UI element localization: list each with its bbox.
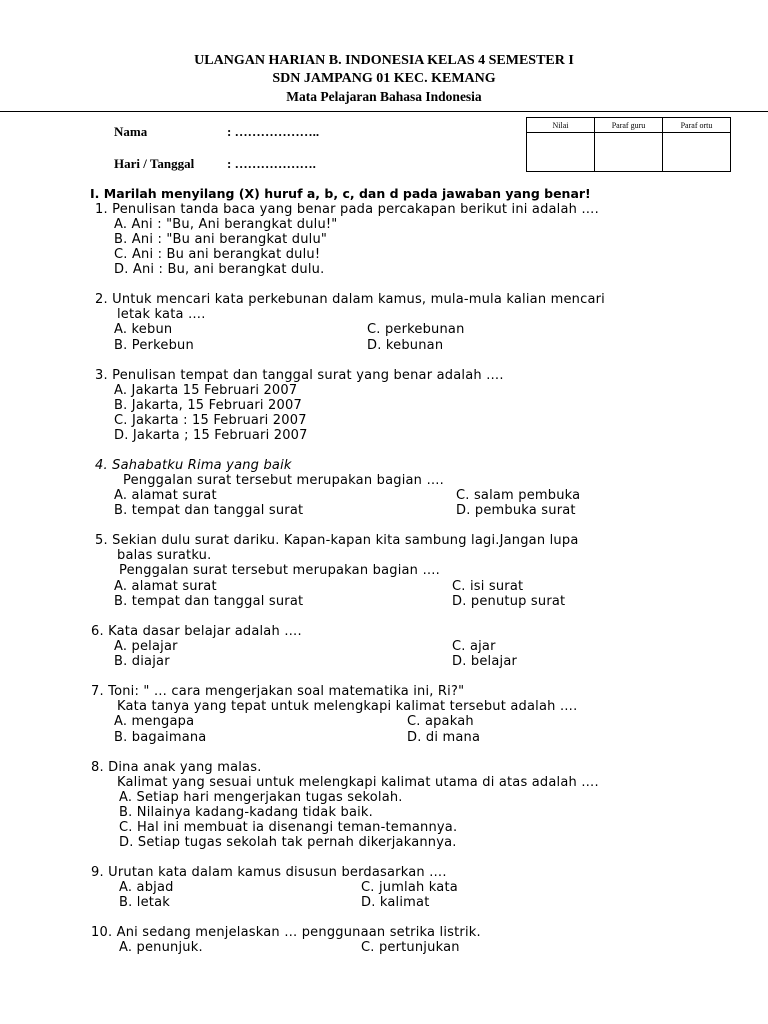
question-5-cont: balas suratku.	[117, 548, 212, 563]
subject-name: Mata Pelajaran Bahasa Indonesia	[286, 89, 482, 104]
q7-option-b[interactable]: B. bagaimana	[114, 730, 207, 745]
q5-option-b[interactable]: B. tempat dan tanggal surat	[114, 594, 304, 609]
question-7-cont: Kata tanya yang tepat untuk melengkapi kalimat tersebut adalah ….	[117, 699, 578, 714]
q4-option-d[interactable]: D. pembuka surat	[456, 503, 576, 518]
header-divider	[0, 111, 768, 112]
q8-option-b[interactable]: B. Nilainya kadang-kadang tidak baik.	[119, 805, 373, 820]
q1-option-d[interactable]: D. Ani : Bu, ani berangkat dulu.	[114, 262, 325, 277]
q3-option-a[interactable]: A. Jakarta 15 Februari 2007	[114, 383, 298, 398]
date-label: Hari / Tanggal	[114, 156, 195, 171]
q6-option-b[interactable]: B. diajar	[114, 654, 170, 669]
question-4: 4. Sahabatku Rima yang baik	[95, 458, 292, 473]
name-field[interactable]: : ………………..	[227, 124, 320, 139]
q1-option-c[interactable]: C. Ani : Bu ani berangkat dulu!	[114, 247, 321, 262]
q6-option-a[interactable]: A. pelajar	[114, 639, 178, 654]
q3-option-c[interactable]: C. Jakarta : 15 Februari 2007	[114, 413, 307, 428]
question-8-cont: Kalimat yang sesuai untuk melengkapi kalimat utama di atas adalah ….	[117, 775, 599, 790]
q4-option-a[interactable]: A. alamat surat	[114, 488, 217, 503]
q7-option-c[interactable]: C. apakah	[407, 714, 474, 729]
q8-option-a[interactable]: A. Setiap hari mengerjakan tugas sekolah.	[119, 790, 403, 805]
question-5: 5. Sekian dulu surat dariku. Kapan-kapan kita sambung lagi.Jangan lupa	[95, 533, 579, 548]
name-label: Nama	[114, 124, 148, 139]
q6-option-d[interactable]: D. belajar	[452, 654, 518, 669]
q2-option-a[interactable]: A. kebun	[114, 322, 173, 337]
q2-option-d[interactable]: D. kebunan	[367, 338, 444, 353]
q10-option-a[interactable]: A. penunjuk.	[119, 940, 203, 955]
q6-option-c[interactable]: C. ajar	[452, 639, 496, 654]
question-5-cont2: Penggalan surat tersebut merupakan bagian ….	[119, 563, 440, 578]
parent-signature-header: Paraf ortu	[663, 118, 731, 133]
q5-option-a[interactable]: A. alamat surat	[114, 579, 217, 594]
q3-option-d[interactable]: D. Jakarta ; 15 Februari 2007	[114, 428, 308, 443]
q2-option-c[interactable]: C. perkebunan	[367, 322, 465, 337]
q5-option-d[interactable]: D. penutup surat	[452, 594, 566, 609]
question-7: 7. Toni: " … cara mengerjakan soal matematika ini, Ri?"	[91, 684, 465, 699]
q8-option-c[interactable]: C. Hal ini membuat ia disenangi teman-temannya.	[119, 820, 458, 835]
q9-option-c[interactable]: C. jumlah kata	[361, 880, 458, 895]
q9-option-a[interactable]: A. abjad	[119, 880, 174, 895]
score-cell[interactable]	[527, 133, 595, 172]
q4-option-c[interactable]: C. salam pembuka	[456, 488, 581, 503]
q9-option-b[interactable]: B. letak	[119, 895, 170, 910]
q10-option-c[interactable]: C. pertunjukan	[361, 940, 460, 955]
q5-option-c[interactable]: C. isi surat	[452, 579, 524, 594]
question-9: 9. Urutan kata dalam kamus disusun berdasarkan ….	[91, 865, 447, 880]
question-2: 2. Untuk mencari kata perkebunan dalam kamus, mula-mula kalian mencari	[95, 292, 605, 307]
q7-option-a[interactable]: A. mengapa	[114, 714, 195, 729]
q9-option-d[interactable]: D. kalimat	[361, 895, 430, 910]
question-2-cont: letak kata ….	[117, 307, 206, 322]
section-instruction: I. Marilah menyilang (X) huruf a, b, c, dan d pada jawaban yang benar!	[90, 186, 591, 201]
q3-option-b[interactable]: B. Jakarta, 15 Februari 2007	[114, 398, 302, 413]
question-10: 10. Ani sedang menjelaskan … penggunaan setrika listrik.	[91, 925, 481, 940]
parent-signature-cell[interactable]	[663, 133, 731, 172]
question-6: 6. Kata dasar belajar adalah ….	[91, 624, 302, 639]
q8-option-d[interactable]: D. Setiap tugas sekolah tak pernah dikerjakannya.	[119, 835, 457, 850]
q4-option-b[interactable]: B. tempat dan tanggal surat	[114, 503, 304, 518]
score-signature-table	[526, 117, 731, 172]
question-3: 3. Penulisan tempat dan tanggal surat yang benar adalah ….	[95, 368, 504, 383]
q7-option-d[interactable]: D. di mana	[407, 730, 481, 745]
question-1: 1. Penulisan tanda baca yang benar pada percakapan berikut ini adalah ….	[95, 202, 599, 217]
question-4-cont: Penggalan surat tersebut merupakan bagian ….	[123, 473, 444, 488]
question-8: 8. Dina anak yang malas.	[91, 760, 262, 775]
date-field[interactable]: : ……………….	[227, 156, 316, 171]
score-header: Nilai	[527, 118, 595, 133]
teacher-signature-cell[interactable]	[595, 133, 663, 172]
school-name: SDN JAMPANG 01 KEC. KEMANG	[272, 71, 496, 86]
teacher-signature-header: Paraf guru	[595, 118, 663, 133]
q2-option-b[interactable]: B. Perkebun	[114, 338, 194, 353]
q1-option-b[interactable]: B. Ani : "Bu ani berangkat dulu"	[114, 232, 328, 247]
q1-option-a[interactable]: A. Ani : "Bu, Ani berangkat dulu!"	[114, 217, 338, 232]
exam-title: ULANGAN HARIAN B. INDONESIA KELAS 4 SEMESTER I	[194, 53, 574, 68]
